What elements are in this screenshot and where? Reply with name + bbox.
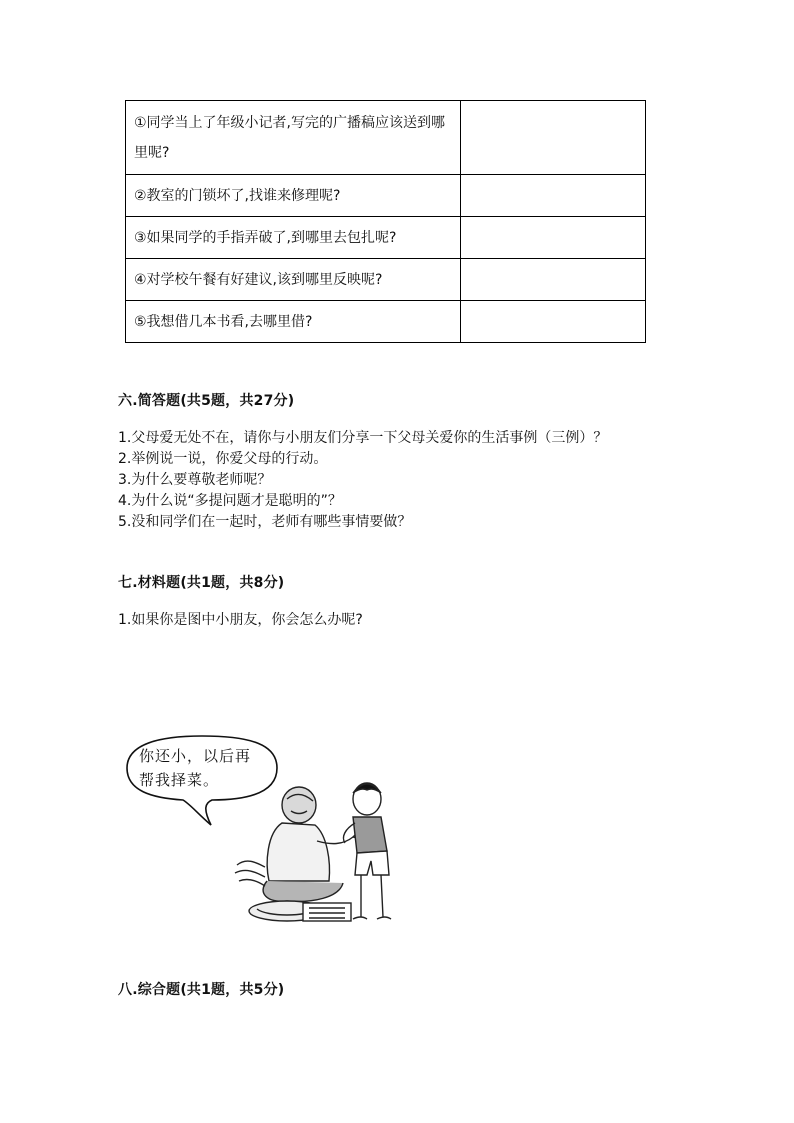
list-item: 2.举例说一说，你爱父母的行动。 xyxy=(118,451,328,467)
table-question-cell: ①同学当上了年级小记者,写完的广播稿应该送到哪里呢? xyxy=(126,101,461,175)
section-seven-title: 七.材料题(共1题，共8分) xyxy=(118,575,285,591)
section-seven-questions xyxy=(118,610,678,631)
section-eight-title: 八.综合题(共1题，共5分) xyxy=(118,982,285,998)
grandma-and-child-illustration xyxy=(117,733,407,933)
table-question-cell: ⑤我想借几本书看,去哪里借? xyxy=(126,301,461,343)
question-answer-table xyxy=(125,100,646,343)
speech-bubble-text xyxy=(139,744,279,792)
table-row xyxy=(126,259,646,301)
table-row xyxy=(126,101,646,175)
section-six-questions xyxy=(118,428,678,533)
table-question-cell: ④对学校午餐有好建议,该到哪里反映呢? xyxy=(126,259,461,301)
table-answer-cell[interactable] xyxy=(460,301,645,343)
list-item: 3.为什么要尊敬老师呢？ xyxy=(118,472,272,488)
table-question-cell: ③如果同学的手指弄破了,到哪里去包扎呢? xyxy=(126,217,461,259)
list-item: 4.为什么说“多提问题才是聪明的”？ xyxy=(118,493,342,509)
table-answer-cell[interactable] xyxy=(460,175,645,217)
speech-bubble-line: 帮我择菜。 xyxy=(139,771,220,789)
speech-bubble-line: 你还小，以后再 xyxy=(139,747,252,765)
section-six-title: 六.简答题(共5题，共27分) xyxy=(118,393,295,409)
table-row xyxy=(126,175,646,217)
list-item: 1.父母爱无处不在，请你与小朋友们分享一下父母关爱你的生活事例（三例）？ xyxy=(118,430,608,446)
table-answer-cell[interactable] xyxy=(460,217,645,259)
list-item: 1.如果你是图中小朋友，你会怎么办呢? xyxy=(118,612,363,628)
table-answer-cell[interactable] xyxy=(460,101,645,175)
table-row xyxy=(126,301,646,343)
table-answer-cell[interactable] xyxy=(460,259,645,301)
table-row xyxy=(126,217,646,259)
list-item: 5.没和同学们在一起时，老师有哪些事情要做？ xyxy=(118,514,412,530)
table-question-cell: ②教室的门锁坏了,找谁来修理呢? xyxy=(126,175,461,217)
